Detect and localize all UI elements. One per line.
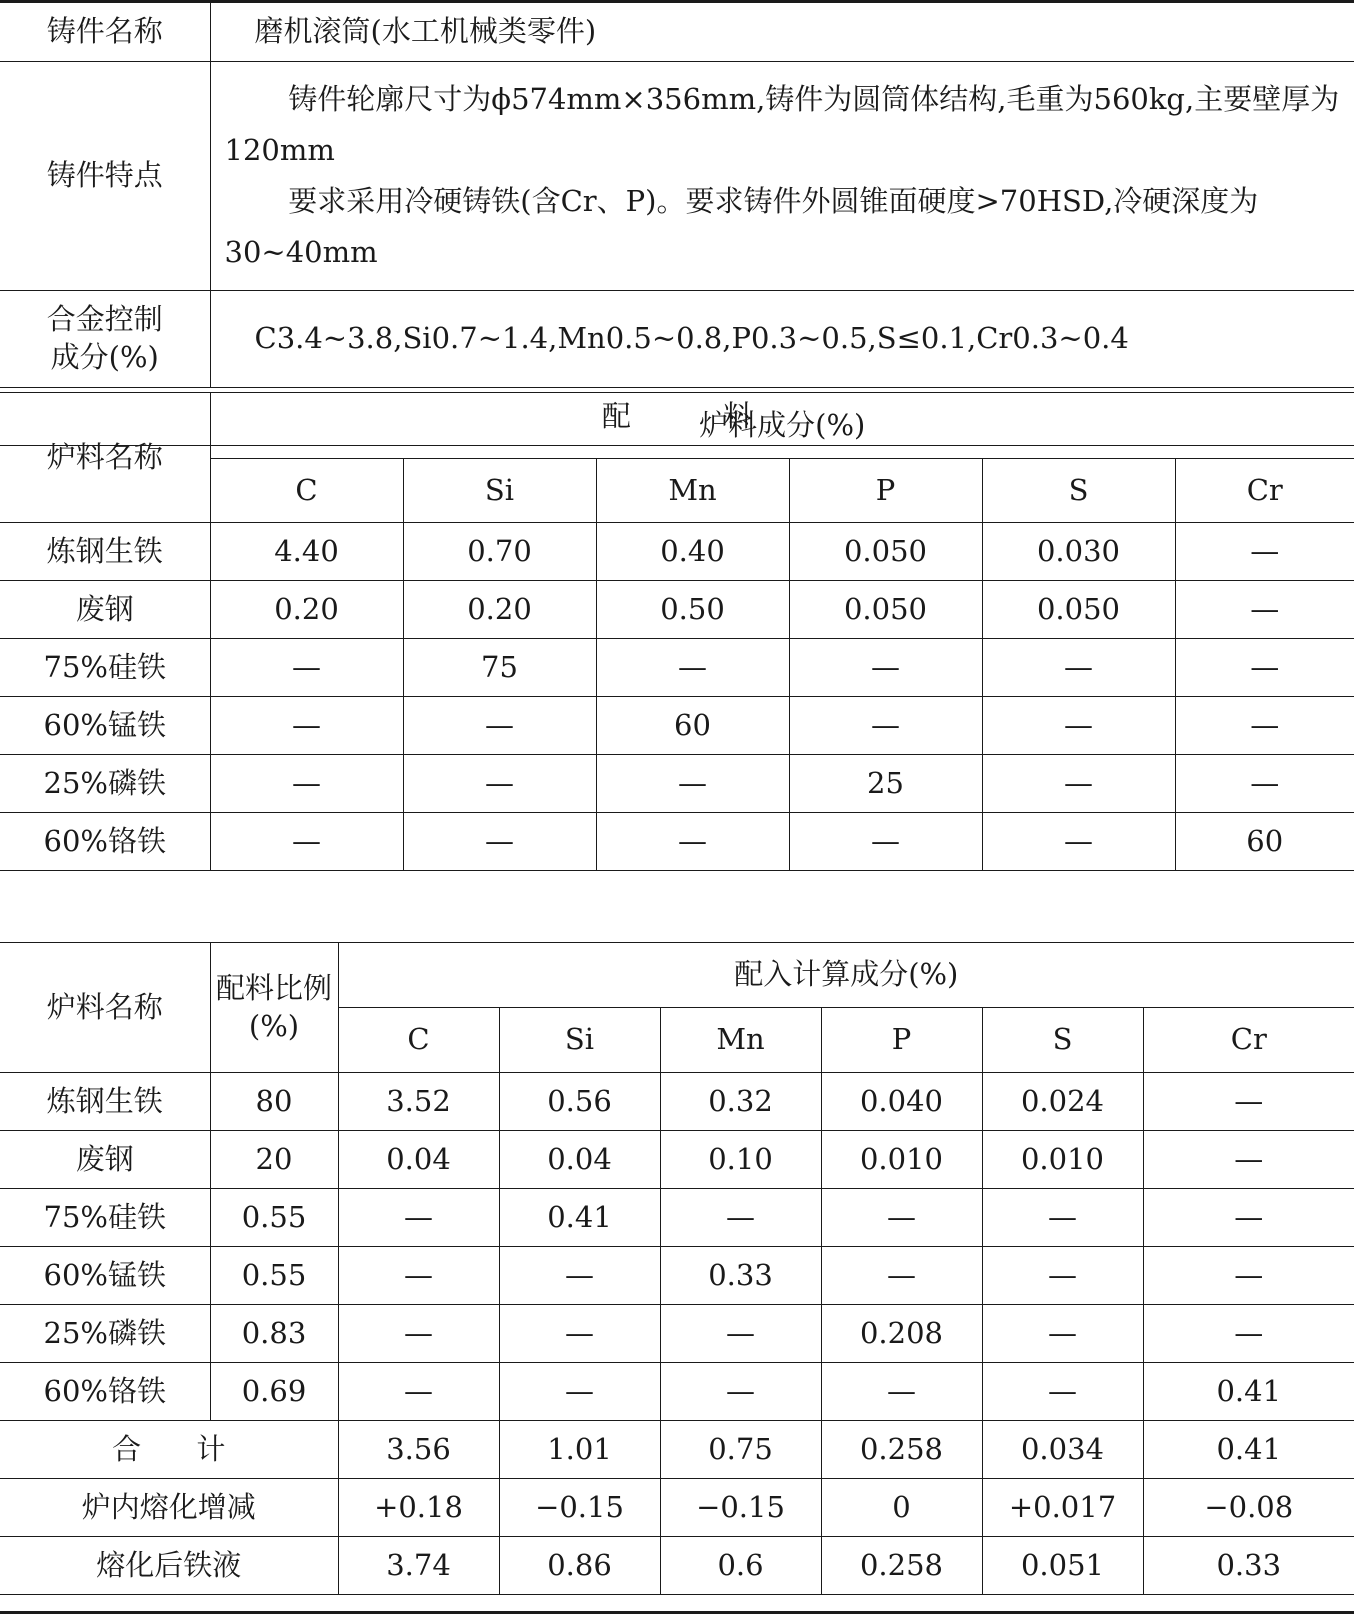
after-melt-cell: 0.051 xyxy=(982,1537,1143,1595)
charge-title: 配 料 xyxy=(0,388,1354,446)
after-melt-cell: 3.74 xyxy=(338,1537,499,1595)
element-header: Cr xyxy=(1143,1008,1354,1073)
melt-change-cell: −0.15 xyxy=(660,1479,821,1537)
calc-cell: — xyxy=(338,1305,499,1363)
charge-name-header: 炉料名称 xyxy=(0,393,210,523)
material-name: 废钢 xyxy=(0,1131,210,1189)
composition-cell: — xyxy=(596,813,789,871)
composition-cell: — xyxy=(789,697,982,755)
melt-change-cell: 0 xyxy=(821,1479,982,1537)
composition-cell: 60 xyxy=(596,697,789,755)
ratio-cell: 0.83 xyxy=(210,1305,338,1363)
after-melt-cell: 0.6 xyxy=(660,1537,821,1595)
calc-cell: — xyxy=(338,1363,499,1421)
material-name: 75%硅铁 xyxy=(0,639,210,697)
material-name: 60%锰铁 xyxy=(0,1247,210,1305)
composition-cell: 0.70 xyxy=(403,523,596,581)
calc-cell: — xyxy=(982,1247,1143,1305)
melt-change-label: 炉内熔化增减 xyxy=(0,1479,338,1537)
calc-cell: 0.56 xyxy=(499,1073,660,1131)
calc-cell: 0.208 xyxy=(821,1305,982,1363)
composition-cell: — xyxy=(982,813,1175,871)
charge-header-row xyxy=(0,393,1354,459)
after-melt-label: 熔化后铁液 xyxy=(0,1537,338,1595)
material-name: 废钢 xyxy=(0,581,210,639)
calc-cell: — xyxy=(821,1247,982,1305)
alloy-value: C3.4~3.8,Si0.7~1.4,Mn0.5~0.8,P0.3~0.5,S≤0.1,Cr0.3~0.4 xyxy=(210,291,1354,388)
calc-cell: 0.024 xyxy=(982,1073,1143,1131)
table-row xyxy=(0,1247,1354,1305)
calc-cell: 0.04 xyxy=(499,1131,660,1189)
composition-cell: 0.50 xyxy=(596,581,789,639)
after-melt-cell: 0.33 xyxy=(1143,1537,1354,1595)
element-header: Si xyxy=(499,1008,660,1073)
element-header: C xyxy=(210,459,403,523)
material-name: 60%铬铁 xyxy=(0,1363,210,1421)
calc-cell: 0.33 xyxy=(660,1247,821,1305)
total-cell: 1.01 xyxy=(499,1421,660,1479)
alloy-label xyxy=(0,291,210,388)
after-melt-cell: 0.86 xyxy=(499,1537,660,1595)
total-cell: 0.258 xyxy=(821,1421,982,1479)
material-name: 60%锰铁 xyxy=(0,697,210,755)
calc-cell: — xyxy=(821,1363,982,1421)
calc-cell: 0.41 xyxy=(499,1189,660,1247)
melt-change-cell: +0.017 xyxy=(982,1479,1143,1537)
calc-cell: — xyxy=(499,1363,660,1421)
composition-cell: — xyxy=(982,755,1175,813)
calculation-table xyxy=(0,942,1354,1595)
composition-cell: — xyxy=(1175,523,1354,581)
ratio-cell: 0.55 xyxy=(210,1247,338,1305)
features-paragraph-2: 要求采用冷硬铸铁(含Cr、P)。要求铸件外圆锥面硬度>70HSD,冷硬深度为30~40mm xyxy=(224,184,1259,269)
ratio-cell: 20 xyxy=(210,1131,338,1189)
calc-cell: — xyxy=(1143,1247,1354,1305)
element-header: P xyxy=(821,1008,982,1073)
table-row xyxy=(0,697,1354,755)
ratio-header xyxy=(210,943,338,1073)
composition-cell: — xyxy=(210,813,403,871)
calc-header-row xyxy=(0,943,1354,1008)
calc-cell: 0.41 xyxy=(1143,1363,1354,1421)
material-name: 25%磷铁 xyxy=(0,1305,210,1363)
melt-change-cell: −0.08 xyxy=(1143,1479,1354,1537)
table-row xyxy=(0,1305,1354,1363)
calc-cell: — xyxy=(982,1305,1143,1363)
calc-cell: — xyxy=(338,1189,499,1247)
element-header: Cr xyxy=(1175,459,1354,523)
composition-cell: 75 xyxy=(403,639,596,697)
composition-cell: — xyxy=(1175,755,1354,813)
composition-cell: 0.050 xyxy=(982,581,1175,639)
total-cell: 0.41 xyxy=(1143,1421,1354,1479)
casting-info-table xyxy=(0,0,1354,446)
composition-cell: 0.20 xyxy=(403,581,596,639)
composition-cell: 0.030 xyxy=(982,523,1175,581)
total-cell: 3.56 xyxy=(338,1421,499,1479)
table-row xyxy=(0,639,1354,697)
ratio-header-line2: (%) xyxy=(248,1008,300,1043)
casting-features-label: 铸件特点 xyxy=(0,62,210,291)
composition-cell: 0.20 xyxy=(210,581,403,639)
composition-cell: — xyxy=(1175,639,1354,697)
composition-cell: — xyxy=(596,755,789,813)
element-header: C xyxy=(338,1008,499,1073)
element-header: S xyxy=(982,1008,1143,1073)
material-name: 75%硅铁 xyxy=(0,1189,210,1247)
composition-cell: 25 xyxy=(789,755,982,813)
casting-features-text xyxy=(210,62,1354,291)
calc-cell: — xyxy=(1143,1131,1354,1189)
calc-cell: — xyxy=(660,1363,821,1421)
composition-cell: — xyxy=(1175,697,1354,755)
melt-change-cell: +0.18 xyxy=(338,1479,499,1537)
calc-cell: — xyxy=(982,1363,1143,1421)
total-label: 合 计 xyxy=(0,1421,338,1479)
calc-cell: — xyxy=(1143,1073,1354,1131)
composition-cell: — xyxy=(1175,581,1354,639)
calc-cell: — xyxy=(1143,1189,1354,1247)
calc-cell: 0.04 xyxy=(338,1131,499,1189)
composition-cell: — xyxy=(982,697,1175,755)
composition-cell: — xyxy=(982,639,1175,697)
composition-cell: 0.050 xyxy=(789,523,982,581)
casting-features-row xyxy=(0,62,1354,291)
element-header: S xyxy=(982,459,1175,523)
material-name: 60%铬铁 xyxy=(0,813,210,871)
composition-cell: 60 xyxy=(1175,813,1354,871)
material-name: 炼钢生铁 xyxy=(0,1073,210,1131)
casting-name-label: 铸件名称 xyxy=(0,2,210,62)
calc-cell: — xyxy=(660,1189,821,1247)
ratio-header-line1: 配料比例 xyxy=(215,970,332,1005)
calc-composition-header: 配入计算成分(%) xyxy=(338,943,1354,1008)
material-name: 炼钢生铁 xyxy=(0,523,210,581)
total-cell: 0.034 xyxy=(982,1421,1143,1479)
ratio-cell: 0.69 xyxy=(210,1363,338,1421)
calc-cell: 0.040 xyxy=(821,1073,982,1131)
composition-cell: — xyxy=(403,813,596,871)
composition-cell: — xyxy=(789,813,982,871)
table-row xyxy=(0,1131,1354,1189)
table-row xyxy=(0,755,1354,813)
composition-cell: — xyxy=(789,639,982,697)
calc-cell: — xyxy=(499,1247,660,1305)
element-header: P xyxy=(789,459,982,523)
table-row xyxy=(0,1073,1354,1131)
composition-cell: 0.050 xyxy=(789,581,982,639)
calc-cell: 0.10 xyxy=(660,1131,821,1189)
table-row xyxy=(0,581,1354,639)
alloy-label-line1: 合金控制 xyxy=(46,302,163,337)
table-row xyxy=(0,523,1354,581)
composition-cell: — xyxy=(210,755,403,813)
composition-cell: 4.40 xyxy=(210,523,403,581)
after-melt-row xyxy=(0,1537,1354,1595)
element-header: Mn xyxy=(660,1008,821,1073)
element-header: Si xyxy=(403,459,596,523)
calc-cell: 3.52 xyxy=(338,1073,499,1131)
features-paragraph-1: 铸件轮廓尺寸为ϕ574mm×356mm,铸件为圆筒体结构,毛重为560kg,主要壁厚为120mm xyxy=(224,82,1340,167)
element-header: Mn xyxy=(596,459,789,523)
total-row xyxy=(0,1421,1354,1479)
calc-cell: 0.32 xyxy=(660,1073,821,1131)
charge-material-table xyxy=(0,392,1354,871)
composition-cell: — xyxy=(403,755,596,813)
table-row xyxy=(0,1363,1354,1421)
material-name: 25%磷铁 xyxy=(0,755,210,813)
melt-change-cell: −0.15 xyxy=(499,1479,660,1537)
ratio-cell: 0.55 xyxy=(210,1189,338,1247)
casting-name-value: 磨机滚筒(水工机械类零件) xyxy=(210,2,1354,62)
alloy-row xyxy=(0,291,1354,388)
calc-cell: — xyxy=(499,1305,660,1363)
table-row xyxy=(0,813,1354,871)
total-cell: 0.75 xyxy=(660,1421,821,1479)
after-melt-cell: 0.258 xyxy=(821,1537,982,1595)
composition-cell: — xyxy=(403,697,596,755)
composition-cell: — xyxy=(596,639,789,697)
ratio-cell: 80 xyxy=(210,1073,338,1131)
charge-composition-header: 炉料成分(%) xyxy=(210,393,1354,459)
alloy-label-line2: 成分(%) xyxy=(50,340,159,374)
calc-cell: — xyxy=(1143,1305,1354,1363)
composition-cell: 0.40 xyxy=(596,523,789,581)
calc-name-header: 炉料名称 xyxy=(0,943,210,1073)
composition-cell: — xyxy=(210,639,403,697)
casting-name-row xyxy=(0,2,1354,62)
table-row xyxy=(0,1189,1354,1247)
calc-cell: — xyxy=(338,1247,499,1305)
composition-cell: — xyxy=(210,697,403,755)
calc-cell: — xyxy=(660,1305,821,1363)
calc-cell: — xyxy=(821,1189,982,1247)
calc-cell: 0.010 xyxy=(982,1131,1143,1189)
calc-cell: — xyxy=(982,1189,1143,1247)
melt-change-row xyxy=(0,1479,1354,1537)
calc-cell: 0.010 xyxy=(821,1131,982,1189)
